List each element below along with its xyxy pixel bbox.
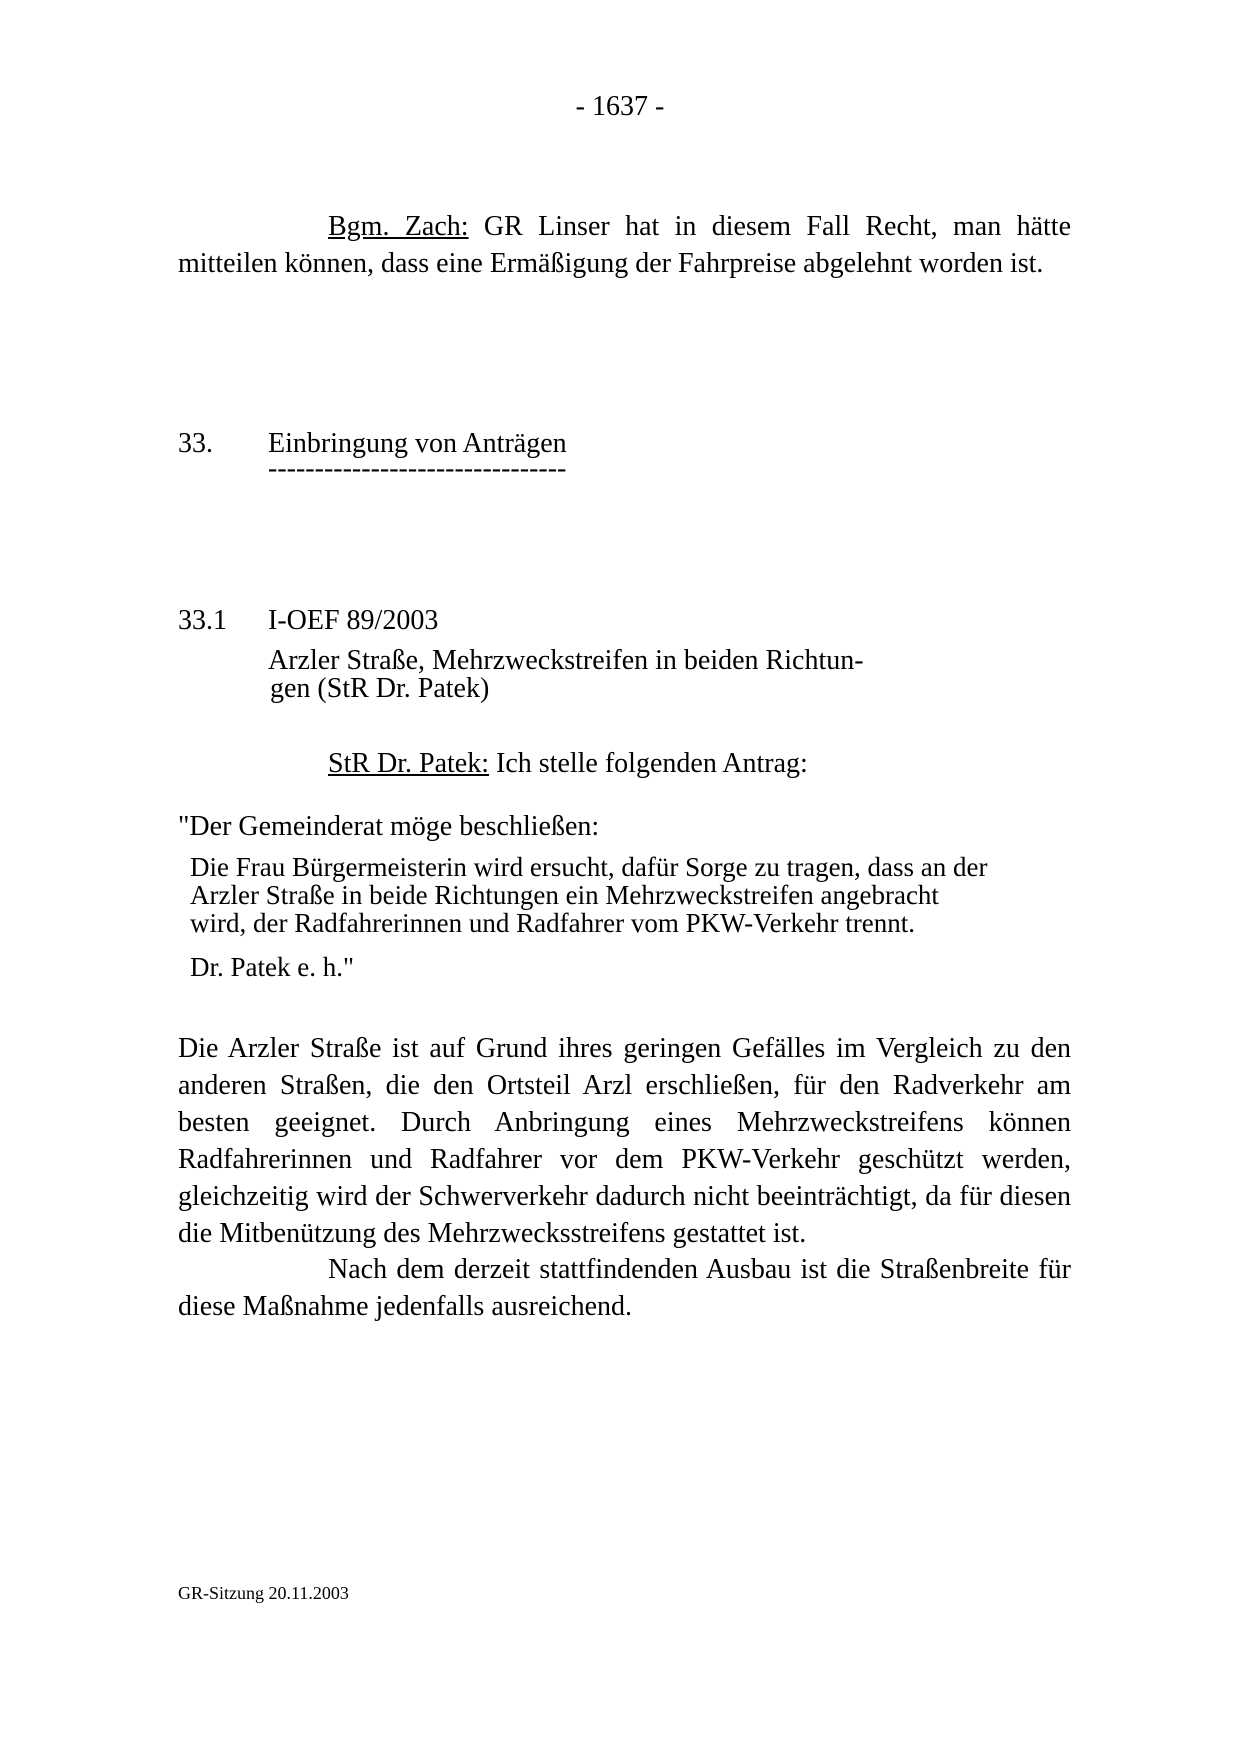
quote-opening: "Der Gemeinderat möge beschließen:	[178, 811, 600, 842]
quote-body	[190, 853, 1070, 937]
item-subject-line-1: Arzler Straße, Mehrzweckstreifen in beiden Richtun-	[268, 645, 864, 676]
speaker-label: Bgm. Zach:	[328, 211, 469, 242]
item-number: 33.1	[178, 605, 227, 636]
item-subject	[268, 647, 908, 703]
motion-speaker-label: StR Dr. Patek:	[328, 748, 490, 779]
motion-intro-text: Ich stelle folgenden Antrag:	[489, 748, 808, 779]
footer-session: GR-Sitzung 20.11.2003	[178, 1583, 349, 1603]
motion-intro	[178, 745, 1071, 782]
intro-text: GR Linser hat in diesem Fall Recht, man hätte mitteilen können, dass eine Ermäßigung der Fahrpreise abgelehnt worden ist.	[178, 211, 1071, 279]
quote-body-line-3: wird, der Radfahrerinnen und Radfahrer vom PKW-Verkehr trennt.	[190, 908, 916, 938]
item-code: I-OEF 89/2003	[268, 605, 439, 636]
section-title: Einbringung von Anträgen	[268, 428, 567, 459]
page-number: - 1637 -	[575, 91, 665, 122]
section-title-underline: --------------------------------	[268, 453, 567, 484]
justification-paragraph-1: Die Arzler Straße ist auf Grund ihres geringen Gefälles im Vergleich zu den anderen Straßen, die den Ortsteil Arzl erschließen, für den Radverkehr am besten geeignet. Durch Anbringung eines Mehrzweckstreifens können Radfahrerinnen und Radfahrer vor dem PKW-Verkehr geschützt werden, gleichzeitig wird der Schwerverkehr dadurch nicht beeinträchtigt, da für diesen die Mitbenützung des Mehrzwecksstreifens gestattet ist.	[178, 1033, 1071, 1249]
quote-body-line-2: Arzler Straße in beide Richtungen ein Mehrzweckstreifen angebracht	[190, 880, 939, 910]
item-subject-line-2: gen (StR Dr. Patek)	[270, 673, 490, 704]
intro-paragraph	[178, 208, 1071, 282]
section-number: 33.	[178, 428, 213, 459]
quote-body-line-1: Die Frau Bürgermeisterin wird ersucht, dafür Sorge zu tragen, dass an der	[190, 852, 988, 882]
justification-paragraph-2: Nach dem derzeit stattfindenden Ausbau ist die Straßenbreite für diese Maßnahme jedenfalls ausreichend.	[178, 1254, 1071, 1322]
quote-signature: Dr. Patek e. h."	[190, 952, 354, 982]
